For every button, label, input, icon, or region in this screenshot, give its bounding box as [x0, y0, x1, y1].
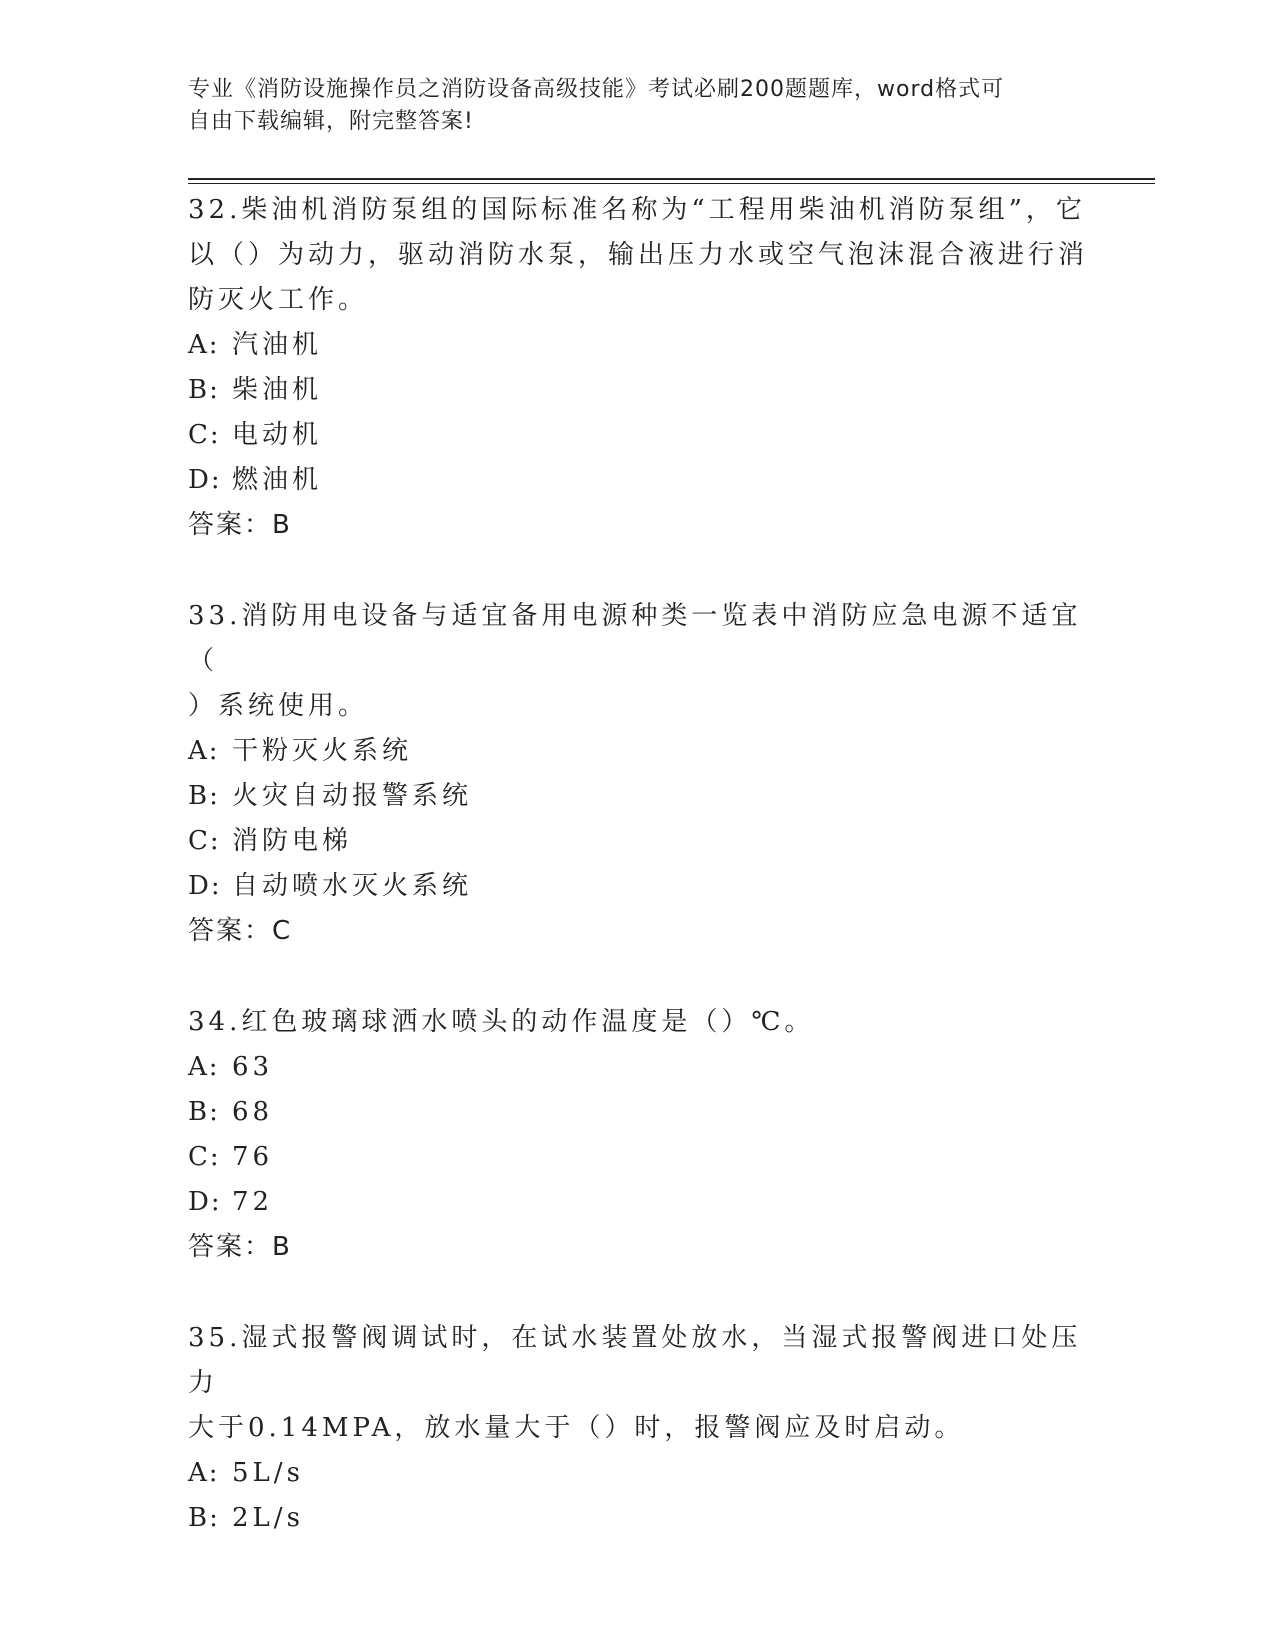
stem-line: 34.红色玻璃球洒水喷头的动作温度是（）℃。 [188, 1007, 815, 1037]
option-b [188, 1496, 1088, 1541]
option-b [188, 1090, 1088, 1135]
option-text: 电动机 [232, 420, 323, 450]
question-list [188, 188, 1088, 1587]
option-text: 燃油机 [232, 465, 323, 495]
option-a [188, 729, 1088, 774]
header-divider-thick [188, 178, 1155, 180]
option-a [188, 323, 1088, 368]
option-c [188, 819, 1088, 864]
option-list [188, 1451, 1088, 1541]
option-text: 63 [232, 1052, 274, 1082]
option-letter: A: [188, 330, 220, 360]
question-stem [188, 188, 1088, 323]
option-text: 2L/s [232, 1503, 304, 1533]
option-letter: A: [188, 1458, 220, 1488]
header-divider-thin [188, 183, 1155, 184]
option-list [188, 729, 1088, 909]
option-letter: D: [188, 465, 222, 495]
option-text: 自动喷水灭火系统 [232, 871, 473, 901]
option-d [188, 458, 1088, 503]
question-32 [188, 188, 1088, 548]
option-text: 汽油机 [232, 330, 323, 360]
option-d [188, 1180, 1088, 1225]
option-b [188, 368, 1088, 413]
option-letter: B: [188, 1097, 220, 1127]
option-text: 消防电梯 [232, 826, 353, 856]
option-text: 火灾自动报警系统 [232, 781, 473, 811]
option-text: 68 [232, 1097, 274, 1127]
question-35 [188, 1316, 1088, 1541]
header-line-2: 自由下载编辑，附完整答案! [188, 109, 474, 134]
header-line-1: 专业《消防设施操作员之消防设备高级技能》考试必刷200题题库，word格式可 [188, 77, 1005, 102]
option-letter: C: [188, 826, 221, 856]
stem-line: 35.湿式报警阀调试时，在试水装置处放水，当湿式报警阀进口处压力 [188, 1323, 1082, 1398]
option-letter: B: [188, 1503, 220, 1533]
answer-line: 答案：B [188, 1232, 292, 1262]
option-text: 干粉灭火系统 [232, 736, 413, 766]
question-34 [188, 1000, 1088, 1270]
option-c [188, 413, 1088, 458]
option-text: 76 [232, 1142, 274, 1172]
option-d [188, 864, 1088, 909]
stem-line: 防灭火工作。 [188, 285, 369, 315]
answer-line: 答案：C [188, 916, 293, 946]
option-letter: D: [188, 1187, 222, 1217]
stem-line: 32.柴油机消防泵组的国际标准名称为“工程用柴油机消防泵组”，它 [188, 195, 1086, 225]
option-letter: C: [188, 1142, 221, 1172]
option-b [188, 774, 1088, 819]
option-text: 72 [232, 1187, 274, 1217]
option-list [188, 1045, 1088, 1225]
stem-line: 33.消防用电设备与适宜备用电源种类一览表中消防应急电源不适宜（ [188, 601, 1082, 676]
option-list [188, 323, 1088, 503]
question-33 [188, 594, 1088, 954]
option-letter: B: [188, 375, 220, 405]
option-letter: B: [188, 781, 220, 811]
option-letter: D: [188, 871, 222, 901]
stem-line: ）系统使用。 [188, 691, 369, 721]
option-a [188, 1451, 1088, 1496]
answer-line: 答案：B [188, 510, 292, 540]
option-letter: A: [188, 736, 220, 766]
option-c [188, 1135, 1088, 1180]
stem-line: 大于0.14MPA，放水量大于（）时，报警阀应及时启动。 [188, 1413, 965, 1443]
question-stem [188, 594, 1088, 729]
stem-line: 以（）为动力，驱动消防水泵，输出压力水或空气泡沫混合液进行消 [188, 240, 1089, 270]
option-letter: A: [188, 1052, 220, 1082]
option-a [188, 1045, 1088, 1090]
question-stem [188, 1316, 1088, 1451]
option-text: 柴油机 [232, 375, 323, 405]
question-stem [188, 1000, 1088, 1045]
option-text: 5L/s [232, 1458, 304, 1488]
document-header [188, 74, 1068, 138]
option-letter: C: [188, 420, 221, 450]
